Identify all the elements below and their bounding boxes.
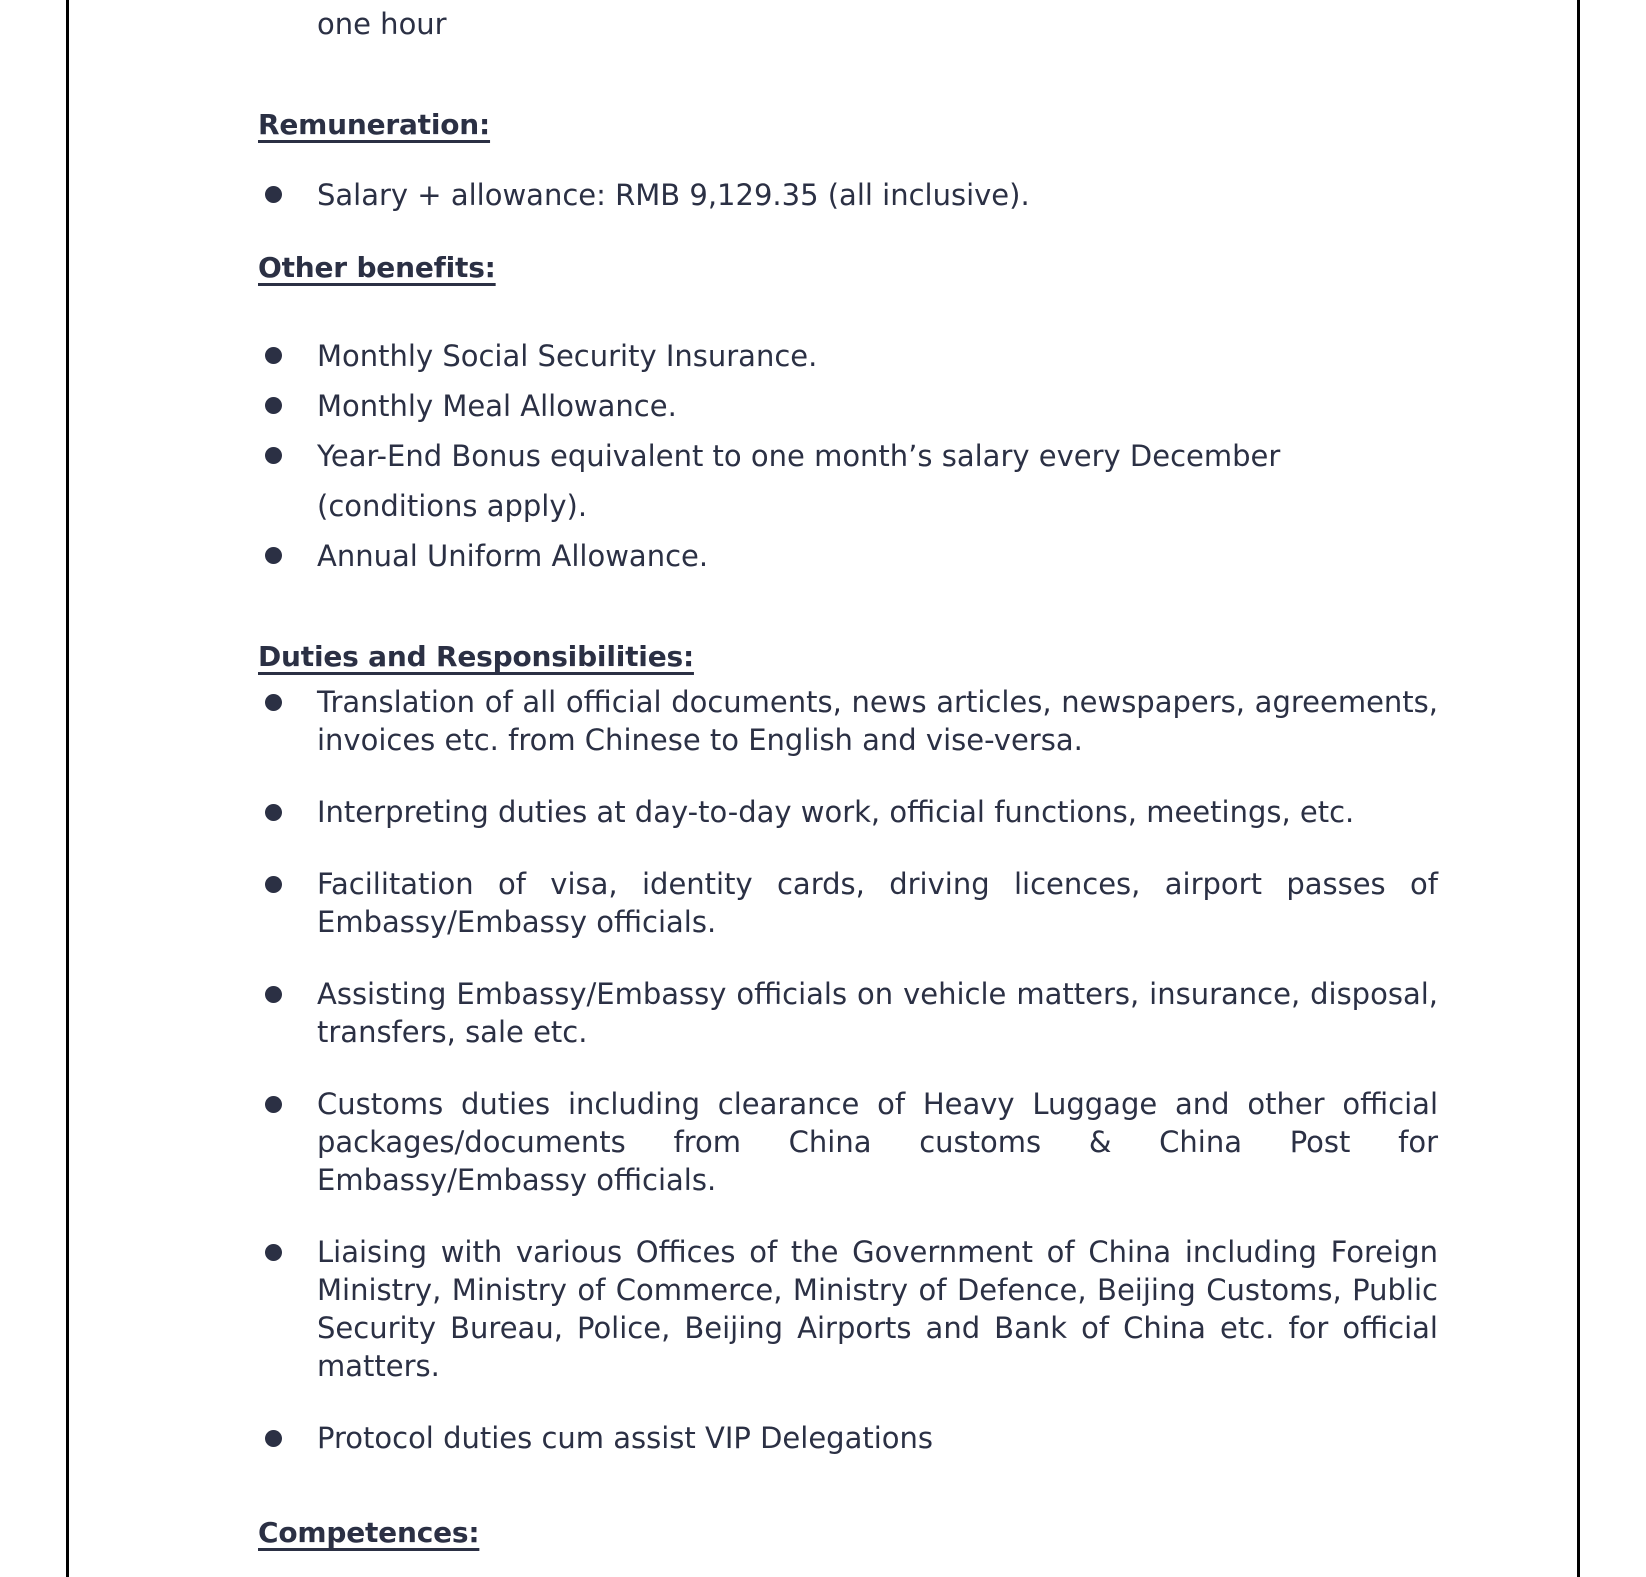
heading-duties-and-responsibilities: Duties and Responsibilities: <box>258 640 694 673</box>
list-item-text: Year-End Bonus equivalent to one month’s salary every December (conditions apply). <box>317 439 1281 523</box>
list-item-text: Facilitation of visa, identity cards, driving licences, airport passes of Embassy/Embassy officials. <box>317 867 1438 939</box>
page-left-border-rule <box>66 0 69 1577</box>
list-item-text: Assisting Embassy/Embassy officials on vehicle matters, insurance, disposal, transfers, sale etc. <box>317 977 1438 1049</box>
document-body <box>258 0 1438 1550</box>
bullet-dot-icon <box>265 1430 282 1447</box>
list-other-benefits <box>258 331 1438 581</box>
bullet-dot-icon <box>265 986 282 1003</box>
bullet-dot-icon <box>265 1096 282 1113</box>
bullet-dot-icon <box>265 694 282 711</box>
list-item <box>258 531 1438 581</box>
heading-other-benefits: Other benefits: <box>258 251 496 284</box>
bullet-dot-icon <box>265 397 282 414</box>
list-item-text: Monthly Meal Allowance. <box>317 389 677 423</box>
bullet-dot-icon <box>265 547 282 564</box>
spacer <box>258 581 1438 640</box>
list-remuneration <box>258 170 1438 220</box>
list-item <box>258 381 1438 431</box>
spacer <box>258 1457 1438 1516</box>
bullet-dot-icon <box>265 804 282 821</box>
list-item <box>258 1085 1438 1199</box>
list-item <box>258 1233 1438 1385</box>
bullet-dot-icon <box>265 1244 282 1261</box>
list-item <box>258 1419 1438 1457</box>
list-item-text: Translation of all official documents, news articles, newspapers, agreements, invoices etc. from Chinese to English and vise-versa. <box>317 685 1438 757</box>
list-item-text: Customs duties including clearance of Heavy Luggage and other official packages/documents from China customs & China Post for Embassy/Embassy officials. <box>317 1087 1438 1197</box>
spacer <box>258 220 1438 251</box>
list-item-text: Monthly Social Security Insurance. <box>317 339 818 373</box>
list-item-text: Liaising with various Offices of the Government of China including Foreign Ministry, Ministry of Commerce, Ministry of Defence, Beijing Customs, Public Security Bureau, Police, Beijing Airports and Bank of China etc. for official matters. <box>317 1235 1438 1383</box>
list-item <box>258 170 1438 220</box>
list-item <box>258 793 1438 831</box>
heading-remuneration: Remuneration: <box>258 108 491 141</box>
spacer <box>258 285 1438 331</box>
list-item-text: Protocol duties cum assist VIP Delegations <box>317 1421 934 1455</box>
heading-competences: Competences: <box>258 1516 480 1549</box>
continuation-line: one hour <box>317 7 447 41</box>
list-item <box>258 683 1438 759</box>
spacer <box>258 674 1438 683</box>
bullet-dot-icon <box>265 347 282 364</box>
bullet-dot-icon <box>265 876 282 893</box>
list-item <box>258 975 1438 1051</box>
bullet-dot-icon <box>265 186 282 203</box>
spacer <box>258 48 1438 108</box>
list-item <box>258 331 1438 381</box>
list-item-text: Salary + allowance: RMB 9,129.35 (all inclusive). <box>317 178 1030 212</box>
list-item-text: Interpreting duties at day-to-day work, official functions, meetings, etc. <box>317 795 1355 829</box>
list-item-text: Annual Uniform Allowance. <box>317 539 709 573</box>
page-right-border-rule <box>1577 0 1580 1577</box>
spacer <box>258 142 1438 170</box>
list-duties-and-responsibilities <box>258 683 1438 1457</box>
list-item <box>258 865 1438 941</box>
bullet-dot-icon <box>265 447 282 464</box>
list-item <box>258 431 1438 531</box>
